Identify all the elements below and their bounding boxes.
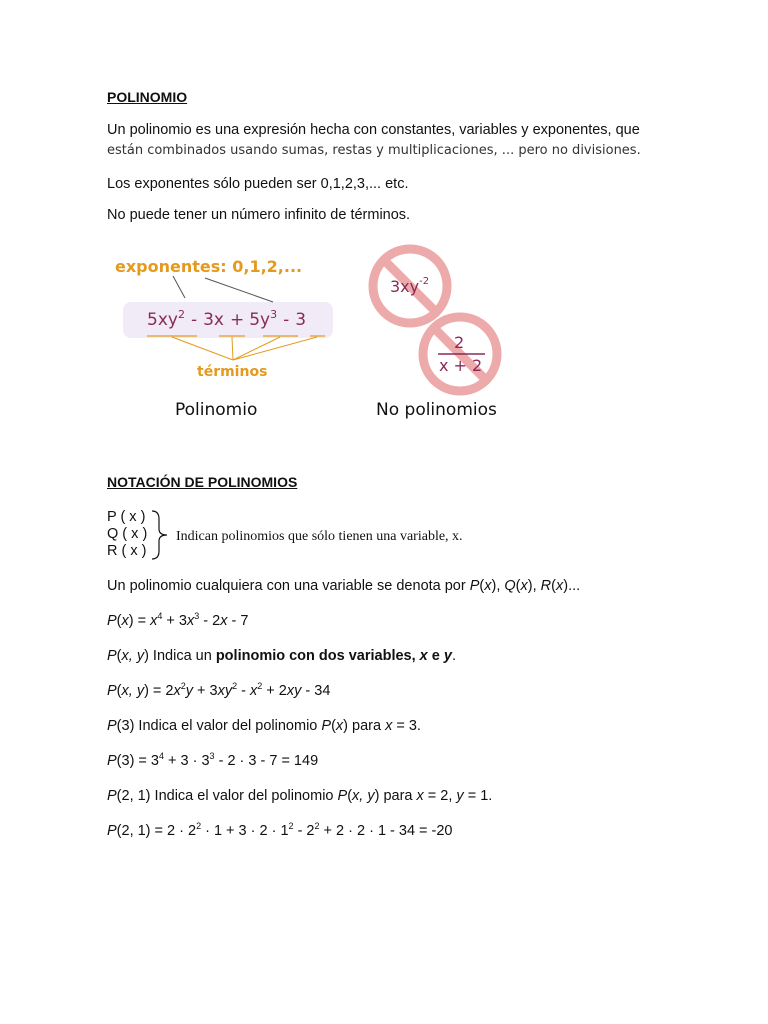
exponents-label: exponentes: 0,1,2,... — [115, 257, 303, 276]
pointer-line — [173, 276, 185, 298]
negative-exponent-term: 3xy — [390, 277, 420, 296]
evaluation-definition-1: P(3) Indica el valor del polinomio P(x) para x = 3. — [107, 718, 421, 734]
poly-term: 5xy — [147, 310, 178, 330]
fraction-denominator: x + 2 — [439, 356, 483, 375]
definition-line-2: están combinados usando sumas, restas y multiplicaciones, ... pero no divisiones. — [107, 143, 641, 158]
evaluation-result-2: P(2, $1) = 2 \cdot 2^2 \cdot 1 + 3 \cdot 2 \cdot 1^2 - 2^2 + 2 \cdot 2 \cdot 1 - 34 = -20$ — [107, 821, 453, 839]
negative-exponent: -2 — [419, 276, 430, 287]
term-connector — [233, 337, 317, 360]
section-title-polinomio: POLINOMIO — [107, 89, 188, 105]
polynomial-illustration — [105, 240, 525, 430]
notation-line-1: Un polinomio cualquiera con una variable se denota por P(x), Q(x), R(x)... — [107, 578, 581, 594]
poly-operator: + — [229, 310, 245, 330]
evaluation-result-1: $P(3) = 3^4 + 3 \cdot 3^3 - 2 \cdot 3 - 7 = 149$ — [107, 751, 319, 769]
p-of-x: P ( x ) — [107, 509, 146, 525]
poly-exponent: 3 — [270, 308, 278, 321]
poly-operator: - — [190, 310, 198, 330]
no-polinomios-caption: No polinomios — [376, 400, 497, 420]
exponents-rule: Los exponentes sólo pueden ser 0,1,2,3,... etc. — [107, 176, 409, 192]
section-title-notacion: NOTACIÓN DE POLINOMIOS — [107, 474, 298, 490]
formula-p-of-x-y: P(x, $y) = 2x^2y + 3xy^2 - x^2 + 2xy - 34$ — [107, 681, 331, 699]
definition-line-1: Un polinomio es una expresión hecha con constantes, variables y exponentes, que — [107, 122, 640, 138]
two-variable-definition: P(x, y) Indica un polinomio con dos variables, x e y. — [107, 648, 456, 664]
terms-rule: No puede tener un número infinito de términos. — [107, 207, 411, 223]
poly-term: 5y — [249, 310, 271, 330]
polynomial-names-list — [107, 509, 147, 560]
terms-label: términos — [197, 364, 268, 380]
polinomio-caption: Polinomio — [175, 400, 258, 420]
formula-p-of-x: $P(x) = x^4 + 3x^3 - 2x - 7$ — [107, 611, 249, 629]
brace-note: Indican polinomios que sólo tienen una variable, x. — [176, 529, 463, 544]
term-connector — [232, 337, 233, 360]
r-of-x: R ( x ) — [107, 543, 147, 559]
evaluation-definition-2: P(2, 1) Indica el valor del polinomio P(x, y) para x = 2, y = 1. — [107, 788, 493, 804]
fraction-numerator: 2 — [454, 333, 465, 352]
curly-brace — [150, 509, 172, 561]
poly-term: 3 — [295, 310, 307, 330]
poly-exponent: 2 — [177, 308, 185, 321]
pointer-line — [205, 278, 273, 302]
q-of-x: Q ( x ) — [107, 526, 148, 542]
poly-term: 3x — [203, 310, 224, 330]
poly-operator: - — [283, 310, 290, 330]
term-connector — [233, 337, 280, 360]
term-connector — [172, 337, 233, 360]
